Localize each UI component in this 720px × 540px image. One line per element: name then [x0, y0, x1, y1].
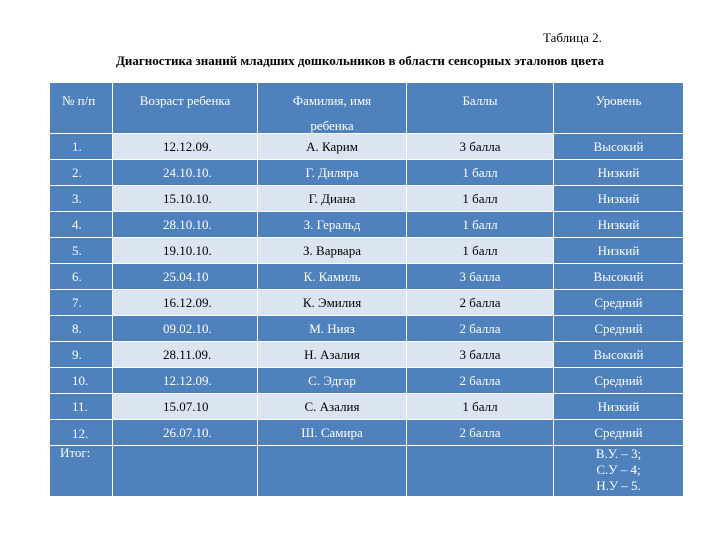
cell-level: Низкий: [554, 160, 684, 186]
cell-child-name: Г. Диляра: [258, 160, 407, 186]
cell-num: 10.: [50, 368, 113, 394]
cell-child-name: Г. Диана: [258, 186, 407, 212]
cell-score: 1 балл: [407, 394, 554, 420]
cell-score: 1 балл: [407, 186, 554, 212]
cell-num: 9.: [50, 342, 113, 368]
cell-score: 1 балл: [407, 212, 554, 238]
cell-score: 2 балла: [407, 368, 554, 394]
cell-child-name: З. Геральд: [258, 212, 407, 238]
cell-score: 3 балла: [407, 342, 554, 368]
cell-child-name: Н. Азалия: [258, 342, 407, 368]
header-name-line2: ребенка: [310, 118, 354, 133]
cell-level: Средний: [554, 316, 684, 342]
cell-level: Высокий: [554, 342, 684, 368]
cell-birthdate: 12.12.09.: [113, 368, 258, 394]
header-score: Баллы: [407, 83, 554, 134]
cell-num: 11.: [50, 394, 113, 420]
cell-num: 5.: [50, 238, 113, 264]
cell-birthdate: 09.02.10.: [113, 316, 258, 342]
cell-level: Высокий: [554, 134, 684, 160]
cell-child-name: С. Азалия: [258, 394, 407, 420]
cell-birthdate: 12.12.09.: [113, 134, 258, 160]
cell-num: 2.: [50, 160, 113, 186]
total-empty-cell: [407, 446, 554, 497]
cell-score: 1 балл: [407, 238, 554, 264]
cell-child-name: М. Нияз: [258, 316, 407, 342]
cell-level: Средний: [554, 368, 684, 394]
cell-birthdate: 25.04.10: [113, 264, 258, 290]
cell-birthdate: 28.11.09.: [113, 342, 258, 368]
cell-score: 2 балла: [407, 420, 554, 446]
cell-score: 2 балла: [407, 290, 554, 316]
cell-child-name: С. Эдгар: [258, 368, 407, 394]
cell-score: 1 балл: [407, 160, 554, 186]
cell-birthdate: 15.10.10.: [113, 186, 258, 212]
cell-score: 2 балла: [407, 316, 554, 342]
cell-birthdate: 26.07.10.: [113, 420, 258, 446]
cell-birthdate: 24.10.10.: [113, 160, 258, 186]
cell-birthdate: 28.10.10.: [113, 212, 258, 238]
cell-level: Низкий: [554, 212, 684, 238]
cell-score: 3 балла: [407, 134, 554, 160]
total-summary-line: Н.У – 5.: [596, 478, 641, 493]
cell-child-name: К. Камиль: [258, 264, 407, 290]
cell-num: 1.: [50, 134, 113, 160]
cell-level: Низкий: [554, 394, 684, 420]
cell-birthdate: 16.12.09.: [113, 290, 258, 316]
cell-num: 8.: [50, 316, 113, 342]
cell-num: 12.: [50, 420, 113, 446]
header-name: [258, 83, 407, 134]
table-title: Диагностика знаний младших дошкольников в области сенсорных эталонов цвета: [115, 53, 605, 68]
table-caption: Таблица 2.: [543, 30, 602, 45]
total-summary: [554, 446, 684, 497]
diagnostics-table: [50, 83, 684, 497]
cell-num: 4.: [50, 212, 113, 238]
cell-child-name: Ш. Самира: [258, 420, 407, 446]
cell-level: Средний: [554, 290, 684, 316]
header-num: № п/п: [50, 83, 113, 134]
total-summary-line: В.У. – 3;: [595, 446, 642, 461]
header-age: Возраст ребенка: [113, 83, 258, 134]
cell-level: Высокий: [554, 264, 684, 290]
cell-birthdate: 15.07.10: [113, 394, 258, 420]
cell-level: Низкий: [554, 238, 684, 264]
cell-score: 3 балла: [407, 264, 554, 290]
cell-birthdate: 19.10.10.: [113, 238, 258, 264]
cell-level: Низкий: [554, 186, 684, 212]
cell-num: 6.: [50, 264, 113, 290]
cell-child-name: А. Карим: [258, 134, 407, 160]
total-label: Итог:: [50, 446, 113, 497]
total-empty-cell: [258, 446, 407, 497]
header-name-line1: Фамилия, имя: [292, 93, 372, 108]
cell-child-name: З. Варвара: [258, 238, 407, 264]
cell-num: 7.: [50, 290, 113, 316]
total-empty-cell: [113, 446, 258, 497]
cell-num: 3.: [50, 186, 113, 212]
total-summary-line: С.У – 4;: [596, 462, 641, 477]
header-level: Уровень: [554, 83, 684, 134]
cell-level: Средний: [554, 420, 684, 446]
cell-child-name: К. Эмилия: [258, 290, 407, 316]
